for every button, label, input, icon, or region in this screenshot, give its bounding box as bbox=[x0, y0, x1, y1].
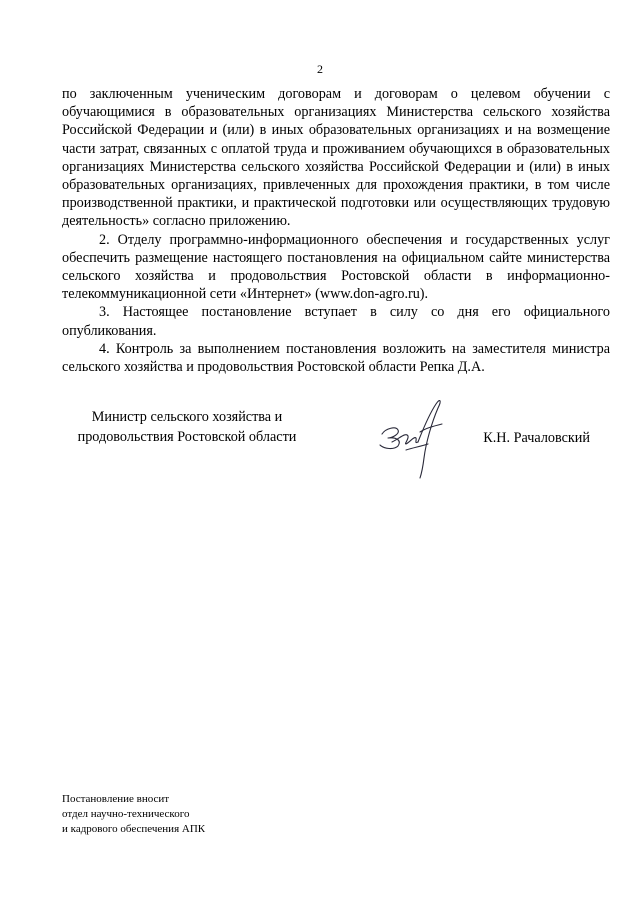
signatory-name: К.Н. Рачаловский bbox=[483, 430, 590, 446]
footer-note bbox=[62, 792, 205, 837]
signature-block bbox=[62, 407, 610, 497]
paragraph-item-4: 4. Контроль за выполнением постановления возложить на заместителя министра сельского хозяйства и продовольствия Ростовской области Репка Д.А. bbox=[62, 340, 610, 376]
footer-line-3: и кадрового обеспечения АПК bbox=[62, 823, 206, 835]
signatory-title-line-2: продовольствия Ростовской области bbox=[77, 429, 297, 445]
paragraph-item-2: 2. Отделу программно-информационного обеспечения и государственных услуг обеспечить размещение настоящего постановления на официальном сайте министерства сельского хозяйства и продовольствия Ростовской области в информационно-телекоммуникационной сети «Интернет» (www.don-agro.ru). bbox=[62, 231, 610, 303]
signatory-title-line-1: Министр сельского хозяйства и bbox=[91, 409, 283, 425]
document-body bbox=[62, 85, 610, 376]
page-number: 2 bbox=[317, 62, 323, 76]
paragraph-continuation: по заключенным ученическим договорам и договорам о целевом обучении с обучающимися в образовательных организациях Министерства сельского хозяйства Российской Федерации и (или) в иных образовательных организациях и на возмещение части затрат, связанных с оплатой труда и проживанием обучающихся в образовательных организациях Министерства сельского хозяйства Российской Федерации и (или) в иных образовательных организациях, привлеченных для прохождения практики, в том числе производственной практики, и практической подготовки или осуществляющих трудовую деятельность» согласно приложению. bbox=[62, 86, 610, 230]
signatory-title bbox=[62, 407, 312, 447]
footer-line-2: отдел научно-технического bbox=[62, 808, 190, 820]
paragraph-item-3: 3. Настоящее постановление вступает в силу со дня его официального опубликования. bbox=[62, 304, 610, 339]
handwritten-signature bbox=[362, 392, 457, 482]
footer-line-1: Постановление вносит bbox=[62, 793, 170, 805]
